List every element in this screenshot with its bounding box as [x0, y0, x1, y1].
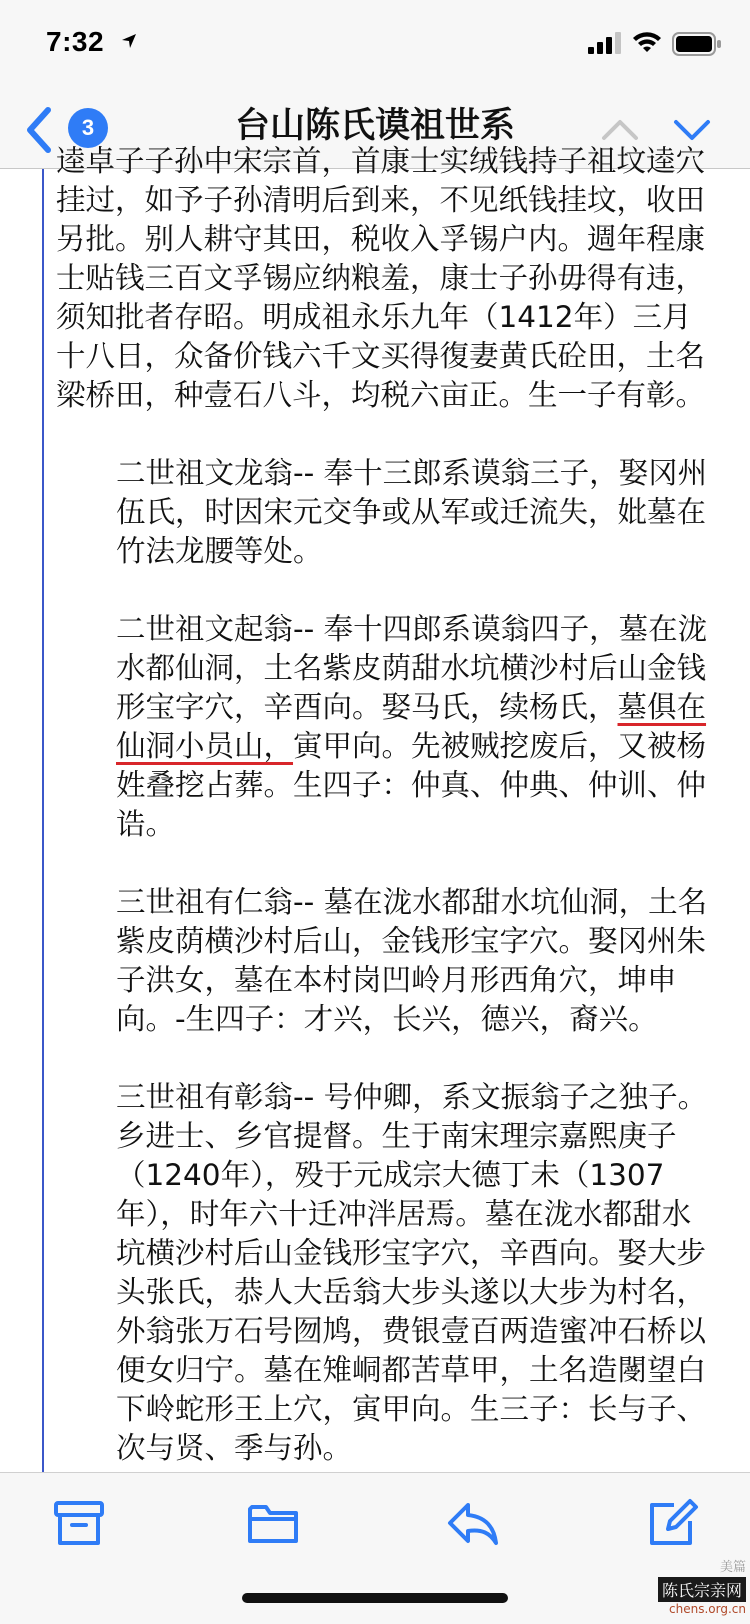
- wifi-icon: [632, 30, 662, 54]
- unread-count-badge[interactable]: 3: [68, 108, 108, 148]
- paragraph-3-text: 三世祖有仁翁-- 墓在泷水都甜水坑仙洞，土名紫皮荫横沙村后山，金钱形宝字穴。娶冈州朱子洪女，墓在本村岗凹岭月形西角穴，坤申向。-生四子：才兴，长兴，德兴，裔兴。: [116, 885, 708, 1036]
- paragraph-4-text: 三世祖有彰翁-- 号仲卿，系文振翁子之独子。乡进士、乡官提督。生于南宋理宗嘉熙庚子（1240年），殁于元成宗大德丁未（1307年），时年六十迁冲泮居焉。墓在泷水都甜水坑横沙村后山金钱形宝字穴，辛酉向。娶大步头张氏，恭人大岳翁大步头遂以大步为村名，外翁张万石号囫鸠，费银壹百两造蜜冲石桥以便女归宁。墓在雉峒都苦草甲，土名造閿望白下岭蛇形王上穴，寅甲向。生三子：长与子、次与贤、季与孙。: [116, 1080, 708, 1465]
- message-body[interactable]: [0, 144, 750, 1472]
- back-chevron-icon[interactable]: [20, 100, 60, 160]
- document-text: [56, 142, 714, 1585]
- watermark-url: chens.org.cn: [669, 1602, 746, 1616]
- paragraph-2: [56, 610, 714, 844]
- compose-icon[interactable]: [646, 1497, 700, 1549]
- quote-margin-line: [42, 169, 44, 1472]
- cellular-signal-icon: [588, 32, 624, 54]
- paragraph-3: [56, 883, 714, 1039]
- paragraph-0-text: 逵卓子子孙中宋宗首，首康士实绒钱持子祖坟逵穴挂过，如予子孙清明后到来，不见纸钱挂坟，收田另批。别人耕守其田，税收入孚锡户内。週年程康士贴钱三百文孚锡应纳粮羞，康士子孙毋得有违，须知批者存昭。明成祖永乐九年（1412年）三月十八日，众备价钱六千文买得復妻黄氏砼田，土名梁桥田，种壹石八斗，均税六亩正。生一子有彰。: [56, 144, 706, 412]
- paragraph-4: [56, 1078, 714, 1468]
- battery-icon: [672, 32, 722, 56]
- home-indicator[interactable]: [242, 1593, 508, 1603]
- paragraph-2-text: 二世祖文起翁-- 奉十四郎系谟翁四子，墓在泷水都仙洞，土名紫皮荫甜水坑横沙村后山金钱形宝字穴，辛酉向。娶马氏，续杨氏，: [116, 612, 708, 724]
- site-watermark: [650, 1556, 746, 1616]
- reply-icon[interactable]: [446, 1497, 500, 1549]
- paragraph-0: [56, 142, 714, 415]
- watermark-name: 陈氏宗亲网: [658, 1577, 746, 1602]
- status-time: 7:32: [46, 26, 105, 57]
- paragraph-1-text: 二世祖文龙翁-- 奉十三郎系谟翁三子，娶冈州伍氏，时因宋元交争或从军或迁流失，妣墓在竹法龙腰等处。: [116, 456, 708, 568]
- status-bar: [0, 0, 750, 92]
- archive-icon[interactable]: [52, 1497, 106, 1549]
- paragraph-1: [56, 454, 714, 571]
- watermark-top: 美篇: [719, 1560, 746, 1575]
- highlighted-underline-text: 墓俱在仙洞小员山，: [116, 690, 707, 763]
- folder-icon[interactable]: [246, 1497, 300, 1549]
- paragraph-2-text-after: 寅甲向。先被贼挖废后，又被杨姓叠挖占葬。生四子：仲真、仲典、仲训、仲诰。: [116, 729, 707, 841]
- page-title: 台山陈氏谟祖世系: [234, 106, 515, 146]
- location-arrow-icon: [120, 32, 138, 50]
